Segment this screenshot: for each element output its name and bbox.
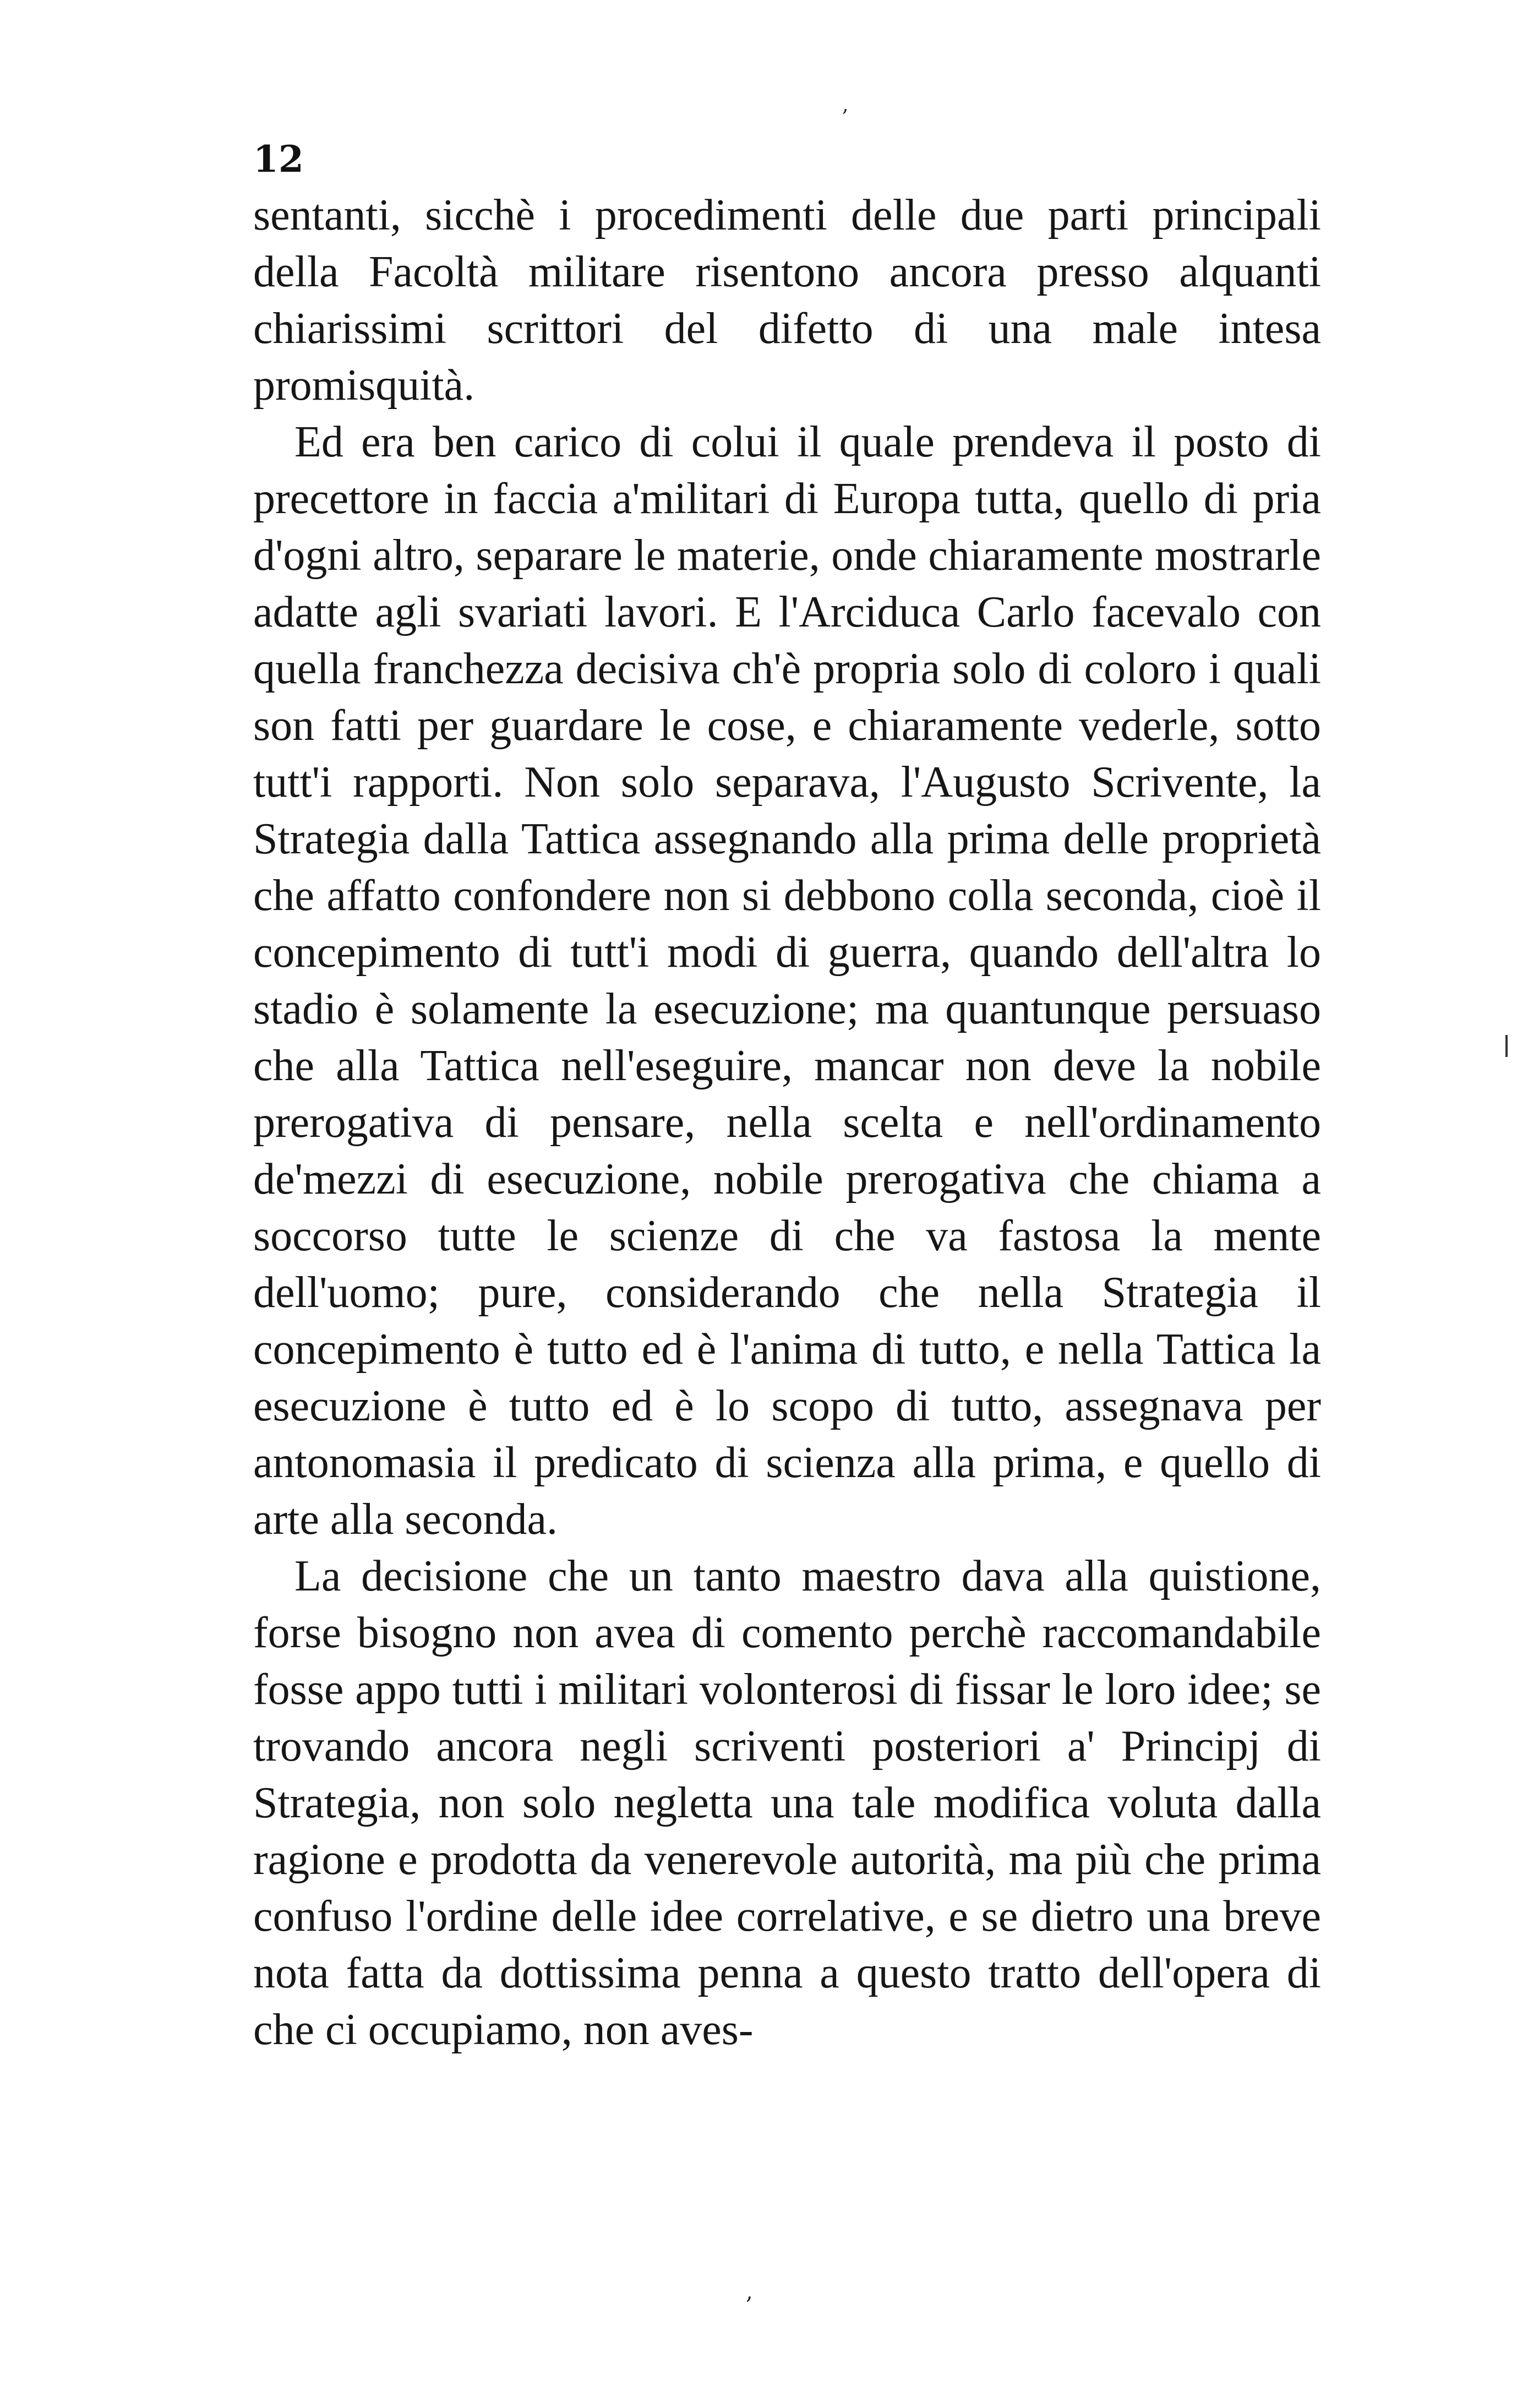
- text-column: [253, 187, 1321, 2058]
- page-number: 12: [253, 138, 304, 181]
- paragraph-2: Ed era ben carico di colui il quale prendeva il posto di precettore in faccia a'militari di Europa tutta, quello di pria d'ogni altro, separare le materie, onde chiaramente mostrarle adatte agli svariati lavori. E l'Arciduca Carlo facevalo con quella franchezza decisiva ch'è propria solo di coloro i quali son fatti per guardare le cose, e chiaramente vederle, sotto tutt'i rapporti. Non solo separava, l'Augusto Scrivente, la Strategia dalla Tattica assegnando alla prima delle proprietà che affatto confondere non si debbono colla seconda, cioè il concepimento di tutt'i modi di guerra, quando dell'altra lo stadio è solamente la esecuzione; ma quantunque persuaso che alla Tattica nell'eseguire, mancar non deve la nobile prerogativa di pensare, nella scelta e nell'ordinamento de'mezzi di esecuzione, nobile prerogativa che chiama a soccorso tutte le scienze di che va fastosa la mente dell'uomo; pure, considerando che nella Strategia il concepimento è tutto ed è l'anima di tutto, e nella Tattica la esecuzione è tutto ed è lo scopo di tutto, assegnava per antonomasia il predicato di scienza alla prima, e quello di arte alla seconda.: [253, 418, 1321, 1544]
- paragraph-3: La decisione che un tanto maestro dava alla quistione, forse bisogno non avea di comento perchè raccomandabile fosse appo tutti i militari volonterosi di fissar le loro idee; se trovando ancora negli scriventi posteriori a' Principj di Strategia, non solo negletta una tale modifica voluta dalla ragione e prodotta da venerevole autorità, ma più che prima confuso l'ordine delle idee correlative, e se dietro una breve nota fatta da dottissima penna a questo tratto dell'opera di che ci occupiamo, non aves-: [253, 1552, 1321, 2054]
- print-speck: ,: [746, 2279, 753, 2305]
- print-speck: [1505, 1035, 1508, 1057]
- print-speck: ,: [842, 94, 849, 116]
- paragraph-1: sentanti, sicchè i procedimenti delle due parti principali della Facoltà militare risentono ancora presso alquanti chiarissimi scrittori del difetto di una male intesa promisquità.: [253, 191, 1321, 410]
